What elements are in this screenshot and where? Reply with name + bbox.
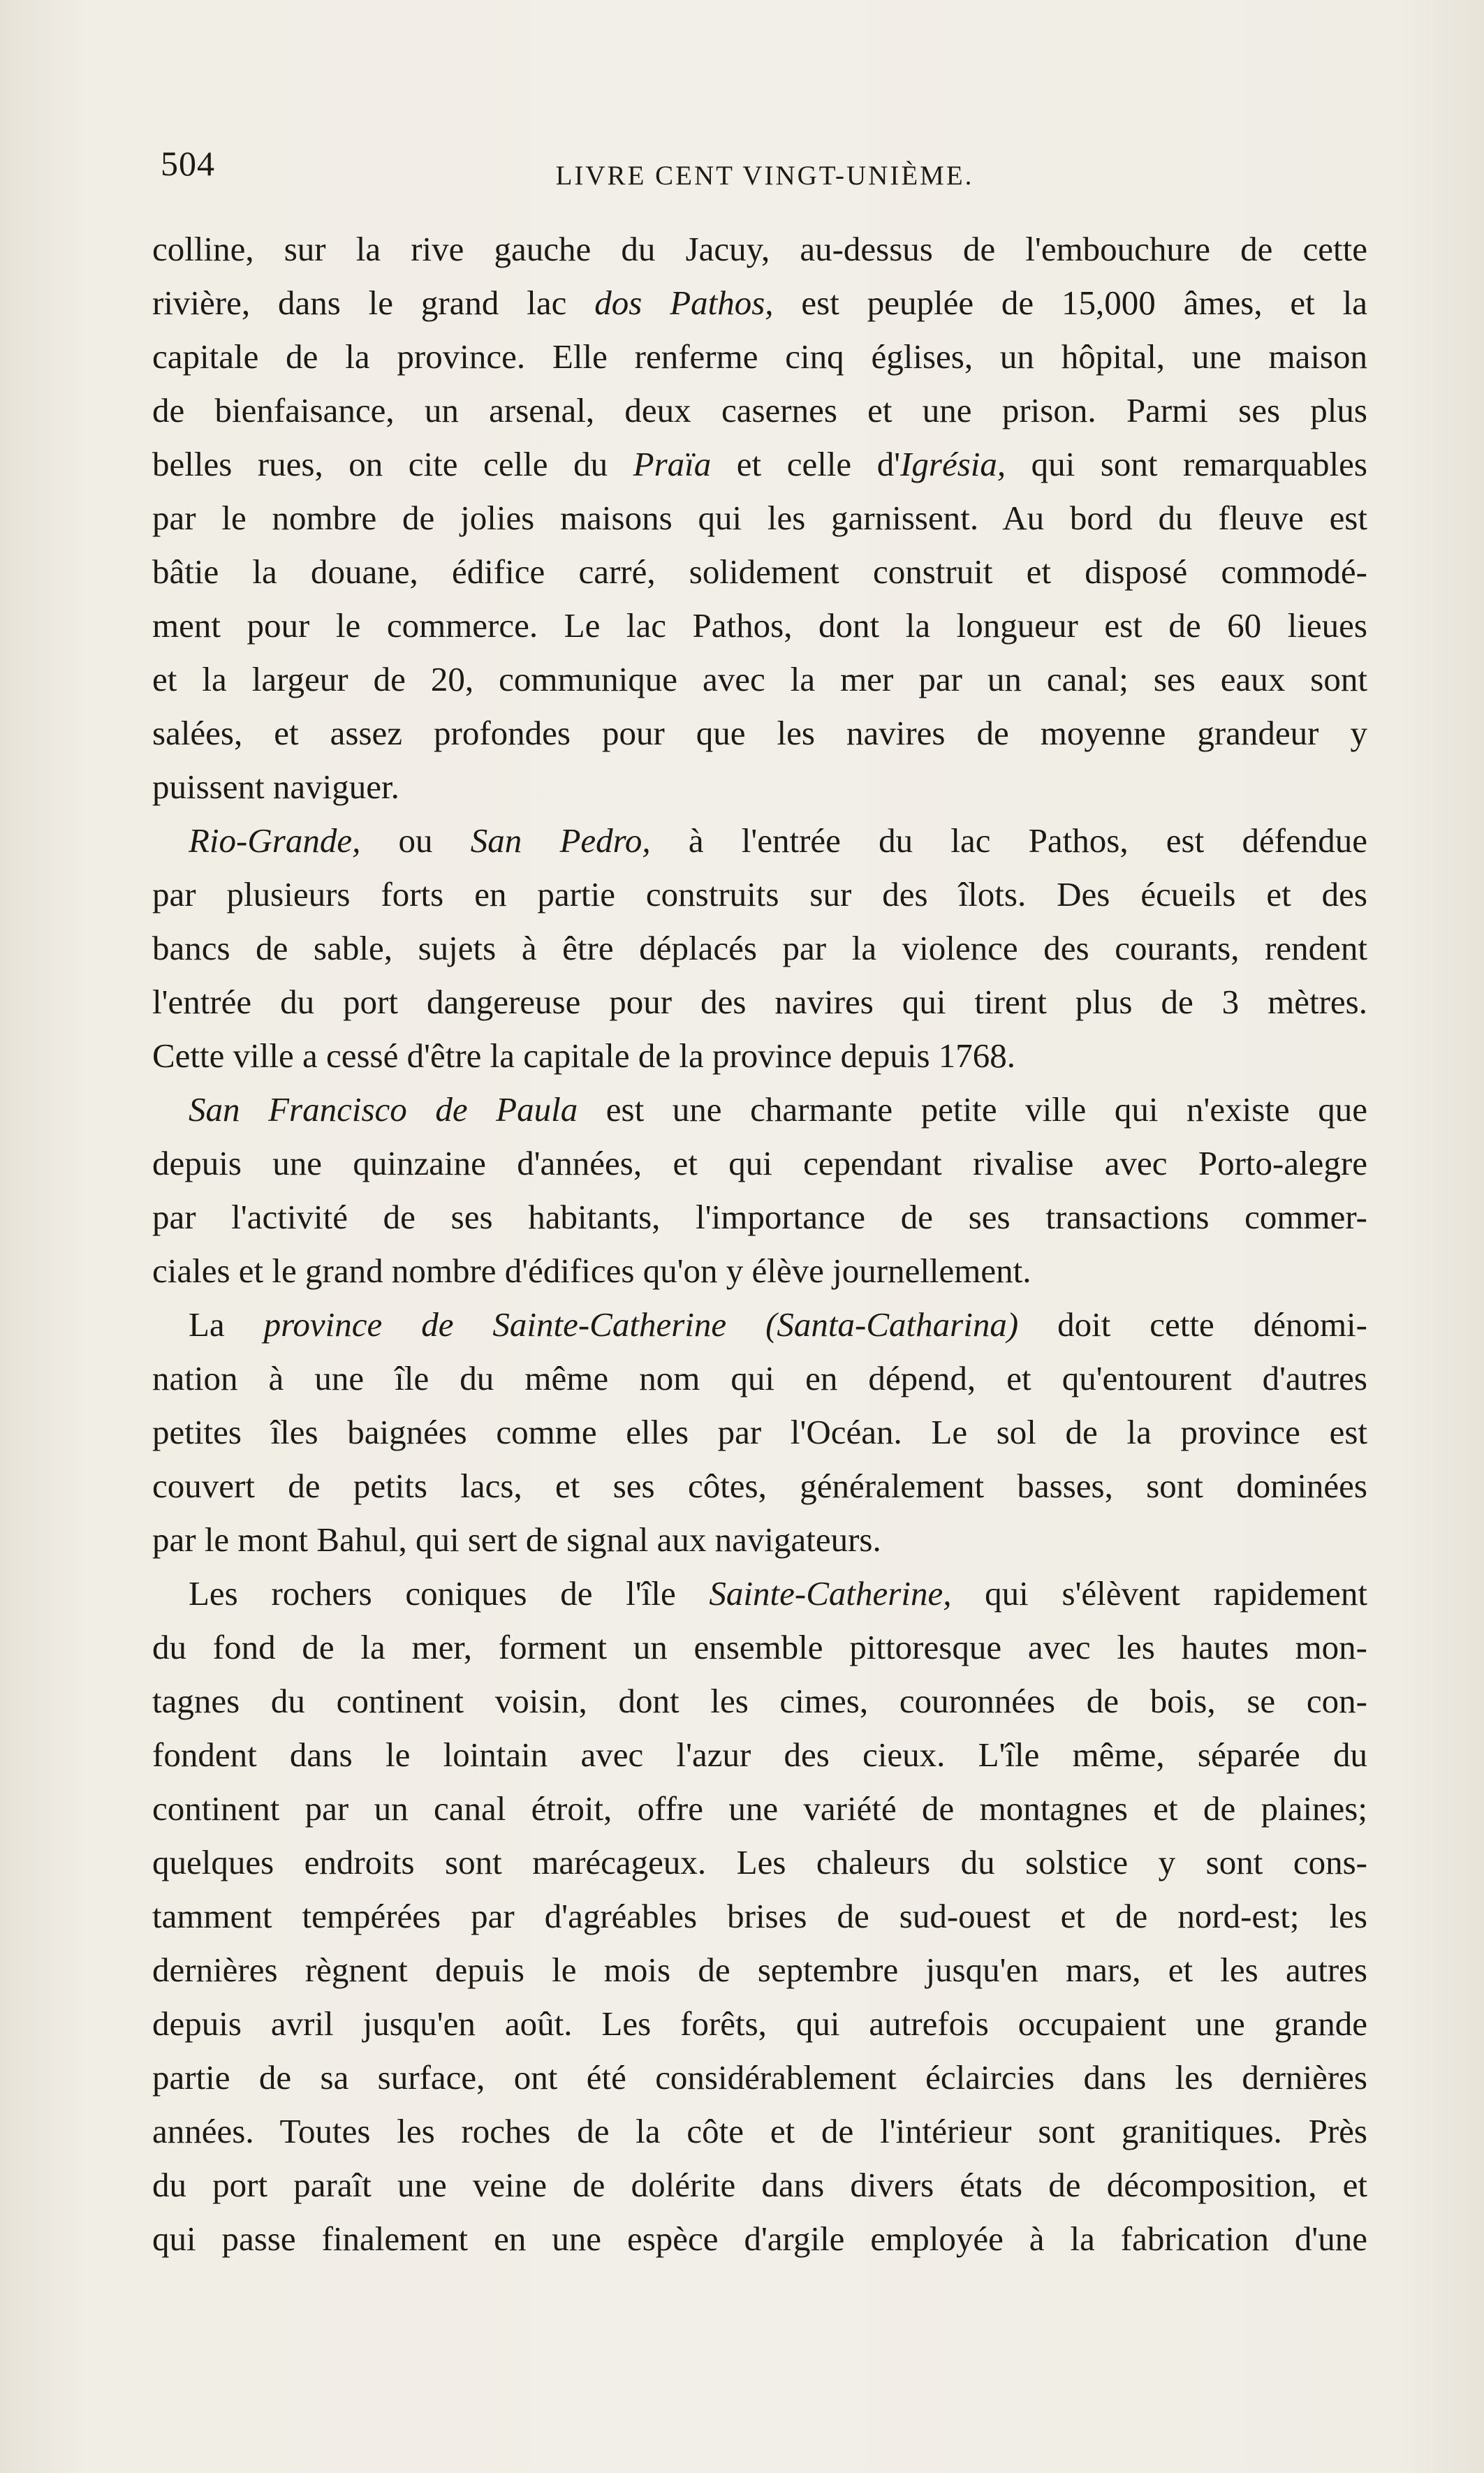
text-line: depuis avril jusqu'en août. Les forêts, qui autrefois occupaient une grande [152, 2004, 1367, 2043]
text-line: qui passe finalement en une espèce d'argile employée à la fabrication d'une [152, 2219, 1367, 2258]
text-line: couvert de petits lacs, et ses côtes, généralement basses, sont dominées [152, 1467, 1367, 1505]
page-header [161, 143, 1369, 199]
italic-province-name: province de Sainte-Catherine (Santa-Catharina) [263, 1305, 1019, 1344]
text-line: par le mont Bahul, qui sert de signal aux navigateurs. [152, 1520, 881, 1559]
text-line: dernières règnent depuis le mois de septembre jusqu'en mars, et les autres [152, 1951, 1367, 1989]
text-line: bancs de sable, sujets à être déplacés par la violence des courants, rendent [152, 929, 1367, 967]
text-line: belles rues, on cite celle du Praïa et celle d'Igrésia, qui sont remarquables [152, 445, 1367, 483]
text-line: capitale de la province. Elle renferme cinq églises, un hôpital, une maison [152, 337, 1367, 376]
text-line: de bienfaisance, un arsenal, deux casernes et une prison. Parmi ses plus [152, 391, 1367, 430]
text-line: tamment tempérées par d'agréables brises de sud-ouest et de nord-est; les [152, 1897, 1367, 1935]
text-line: l'entrée du port dangereuse pour des navires qui tirent plus de 3 mètres. [152, 983, 1367, 1021]
italic-place-name: San Francisco de Paula [189, 1090, 578, 1129]
paragraph-start: La province de Sainte-Catherine (Santa-Catharina) doit cette dénomi- [189, 1305, 1367, 1344]
text-line: bâtie la douane, édifice carré, solidement construit et disposé commodé- [152, 552, 1367, 591]
text-line: nation à une île du même nom qui en dépend, et qu'entourent d'autres [152, 1359, 1367, 1397]
italic-place-name: San Pedro, [470, 821, 651, 860]
running-title: LIVRE CENT VINGT-UNIÈME. [555, 161, 974, 191]
text-line: salées, et assez profondes pour que les navires de moyenne grandeur y [152, 714, 1367, 752]
text-line: partie de sa surface, ont été considérablement éclaircies dans les dernières [152, 2058, 1367, 2097]
italic-street-name: Igrésia, [900, 445, 1006, 483]
text-line: tagnes du continent voisin, dont les cimes, couronnées de bois, se con- [152, 1682, 1367, 1720]
italic-place-name: Rio-Grande, [189, 821, 361, 860]
text-line: fondent dans le lointain avec l'azur des cieux. L'île même, séparée du [152, 1735, 1367, 1774]
paragraph-start: Les rochers coniques de l'île Sainte-Catherine, qui s'élèvent rapidement [189, 1574, 1368, 1613]
text-line: continent par un canal étroit, offre une variété de montagnes et de plaines; [152, 1789, 1367, 1828]
paragraph-start: Rio-Grande, ou San Pedro, à l'entrée du lac Pathos, est défendue [189, 821, 1368, 860]
text-line: par plusieurs forts en partie construits sur des îlots. Des écueils et des [152, 875, 1367, 913]
text-line: depuis une quinzaine d'années, et qui cependant rivalise avec Porto-alegre [152, 1144, 1367, 1182]
text-line: du port paraît une veine de dolérite dans divers états de décomposition, et [152, 2166, 1367, 2204]
italic-island-name: Sainte-Catherine, [709, 1574, 952, 1613]
page-number: 504 [161, 144, 215, 183]
text-line: ment pour le commerce. Le lac Pathos, dont la longueur est de 60 lieues [152, 606, 1367, 645]
text-line: par le nombre de jolies maisons qui les garnissent. Au bord du fleuve est [152, 499, 1367, 537]
text-line: et la largeur de 20, communique avec la mer par un canal; ses eaux sont [152, 660, 1367, 698]
text-line: petites îles baignées comme elles par l'Océan. Le sol de la province est [152, 1413, 1367, 1451]
text-line: puissent naviguer. [152, 768, 399, 806]
text-line: ciales et le grand nombre d'édifices qu'on y élève journellement. [152, 1252, 1031, 1290]
text-line: Cette ville a cessé d'être la capitale de la province depuis 1768. [152, 1036, 1016, 1075]
text-line: rivière, dans le grand lac dos Pathos, est peuplée de 15,000 âmes, et la [152, 284, 1368, 322]
text-line: années. Toutes les roches de la côte et de l'intérieur sont granitiques. Près [152, 2112, 1367, 2150]
text-line: colline, sur la rive gauche du Jacuy, au-dessus de l'embouchure de cette [152, 230, 1367, 268]
paragraph-start: San Francisco de Paula est une charmante petite ville qui n'existe que [189, 1090, 1367, 1129]
text-line: par l'activité de ses habitants, l'importance de ses transactions commer- [152, 1198, 1367, 1236]
italic-place-name: dos Pathos, [594, 284, 774, 322]
body-text [152, 222, 1367, 2266]
text-line: du fond de la mer, forment un ensemble pittoresque avec les hautes mon- [152, 1628, 1367, 1666]
italic-street-name: Praïa [633, 445, 712, 483]
text-line: quelques endroits sont marécageux. Les chaleurs du solstice y sont cons- [152, 1843, 1367, 1881]
